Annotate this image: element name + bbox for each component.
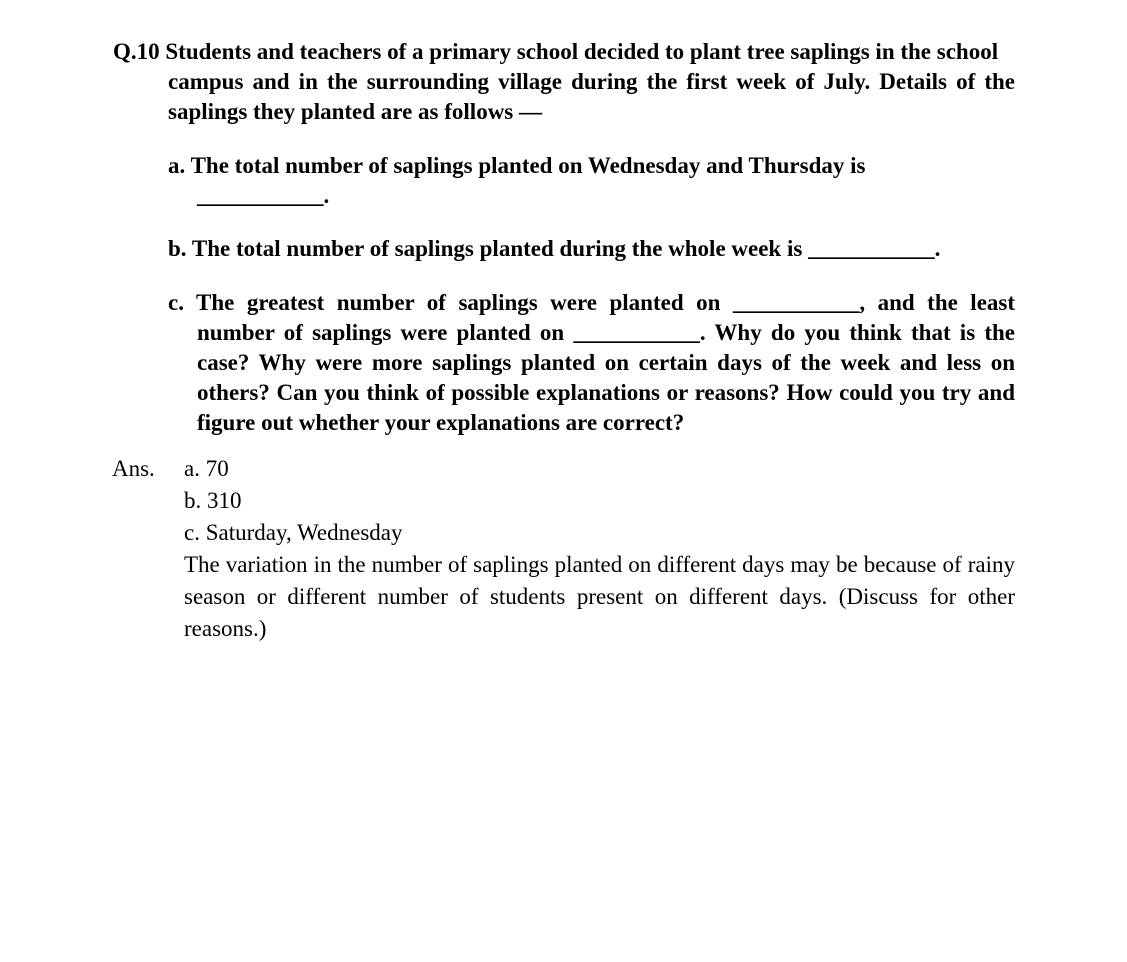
question-item-c	[168, 288, 1015, 438]
answer-a: a. 70	[184, 456, 229, 481]
item-b-body	[168, 234, 1015, 264]
question-text-line1: Students and teachers of a primary school decided to plant tree saplings in the school	[165, 39, 999, 64]
item-a-blank: ___________.	[197, 183, 330, 208]
item-c-body	[168, 288, 1015, 438]
item-c-part3: Why do you think that is the case? Why were more saplings planted on certain days of the week and less on others? Can you think of possible explanations or reasons? How could you try and figure out whether your explanations are correct?	[197, 320, 1015, 435]
question-item-a	[168, 151, 1015, 211]
answer-c: c. Saturday, Wednesday	[184, 520, 403, 545]
item-c-blank2: ___________.	[573, 320, 706, 345]
item-a-text: a. The total number of saplings planted on Wednesday and Thursday is	[168, 153, 866, 178]
answer-label: Ans.	[112, 456, 155, 481]
question-first-line	[113, 37, 1015, 67]
item-c-part1: c. The greatest number of saplings were planted on	[168, 290, 721, 315]
question-item-b	[168, 234, 1015, 264]
item-b-blank: ___________.	[808, 236, 941, 261]
question-block	[113, 37, 1015, 127]
item-c-blank1: ___________,	[732, 290, 866, 315]
item-a-body	[168, 151, 1015, 211]
item-b-text: b. The total number of saplings planted during the whole week is	[168, 236, 803, 261]
answer-explanation: The variation in the number of saplings planted on different days may be because of rainy season or different number of students present on different days. (Discuss for other reasons.)	[184, 552, 1015, 641]
item-c-part2: and the least number of saplings were planted on	[197, 290, 1016, 345]
question-text-rest: campus and in the surrounding village during the first week of July. Details of the saplings they planted are as follows —	[168, 69, 1015, 124]
question-number: Q.10	[113, 39, 160, 64]
answer-block	[184, 453, 1015, 645]
answer-b: b. 310	[184, 488, 242, 513]
